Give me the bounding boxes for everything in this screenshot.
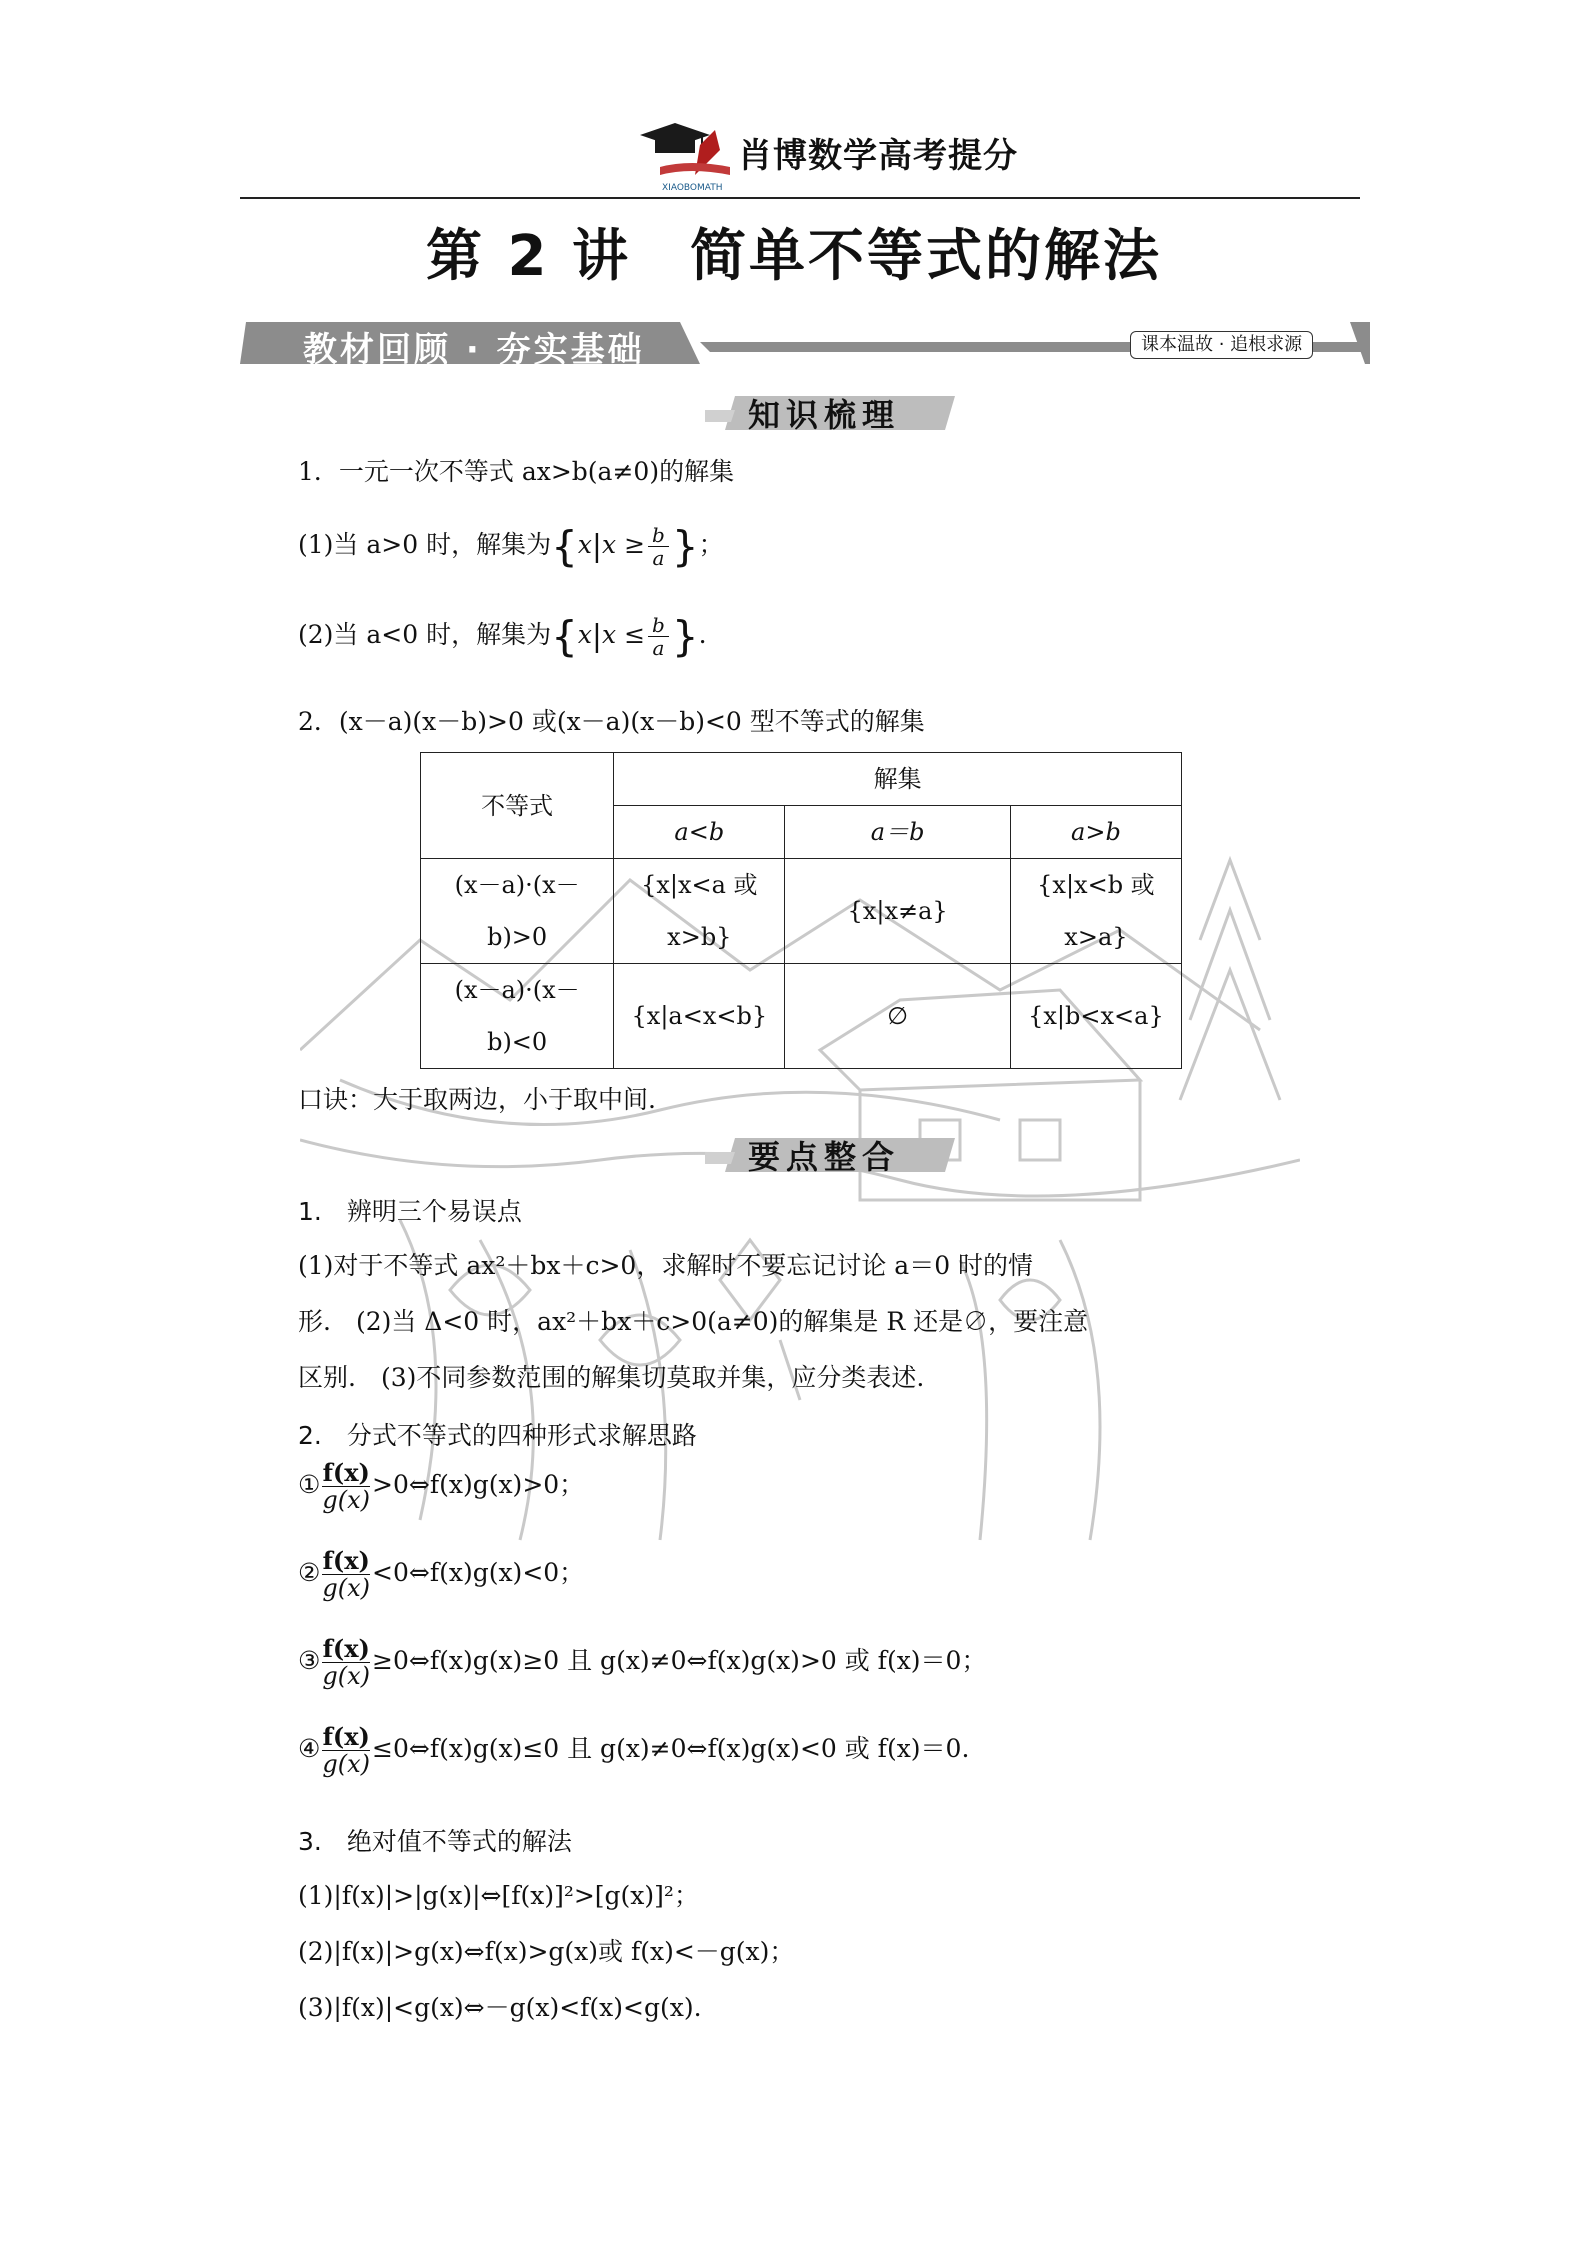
section-band-tag: 课本温故 · 追根求源 — [1130, 331, 1313, 359]
case-2-relation: x ≤ — [602, 620, 646, 649]
table-cell: ∅ — [785, 964, 1010, 1069]
table-case-header: a>b — [1010, 806, 1181, 859]
cell-line: x>a} — [1064, 923, 1128, 951]
form-text: ≥0⇔f(x)g(x)≥0 且 g(x)≠0⇔f(x)g(x)>0 或 f(x)＝0； — [372, 1646, 987, 1675]
right-brace: } — [671, 522, 699, 571]
case-2-fraction — [648, 614, 669, 659]
case-1-prefix: (1)当 a>0 时，解集为 — [298, 530, 552, 559]
knowledge-item-2-title: 2．(x－a)(x－b)>0 或(x－a)(x－b)<0 型不等式的解集 — [298, 707, 925, 736]
table-cell: {x|b<x<a} — [1010, 964, 1181, 1069]
fraction-form-4 — [298, 1724, 969, 1777]
cell-line: {x|x<b 或 — [1037, 871, 1155, 899]
case-1-fraction — [648, 524, 669, 569]
table-cell — [1010, 859, 1181, 964]
fraction-denominator: g(x) — [322, 1486, 371, 1514]
case-2-end: . — [698, 620, 707, 649]
form-marker: ④ — [298, 1734, 321, 1763]
set-bar: | — [591, 619, 603, 654]
table-cell: {x|x≠a} — [785, 859, 1010, 964]
keypoint-1-line-1: (1)对于不等式 ax²＋bx＋c>0，求解时不要忘记讨论 a＝0 时的情 — [298, 1251, 1034, 1280]
keypoint-3-title: 3. 绝对值不等式的解法 — [298, 1827, 572, 1856]
table-case-header: a＝b — [785, 806, 1010, 859]
knowledge-item-1-title: 1．一元一次不等式 ax>b(a≠0)的解集 — [298, 457, 735, 486]
logo-text: 肖博数学高考提分 — [738, 136, 1018, 176]
fraction — [322, 1636, 370, 1689]
fraction — [322, 1460, 370, 1513]
abs-rule-3: (3)|f(x)|<g(x)⇔－g(x)<f(x)<g(x). — [298, 1993, 702, 2022]
fraction — [322, 1724, 370, 1777]
abs-rule-1: (1)|f(x)|>|g(x)|⇔[f(x)]²>[g(x)]²； — [298, 1881, 699, 1910]
knowledge-item-1-case-2 — [298, 612, 707, 661]
cell-line: x>b} — [667, 923, 732, 951]
case-1-end: ； — [698, 530, 724, 559]
right-brace: } — [671, 612, 699, 661]
fraction-form-1 — [298, 1460, 584, 1513]
left-brace: { — [551, 522, 578, 571]
cell-line: (x－a)·(x－ — [454, 871, 580, 899]
form-marker: ① — [298, 1470, 321, 1499]
set-bar: | — [591, 529, 603, 564]
fraction-denominator: g(x) — [322, 1574, 371, 1602]
left-brace: { — [551, 612, 578, 661]
case-2-prefix: (2)当 a<0 时，解集为 — [298, 620, 552, 649]
fraction-numerator: f(x) — [322, 1634, 370, 1663]
table-cell: {x|a<x<b} — [614, 964, 785, 1069]
case-2-numerator: b — [648, 614, 669, 637]
header-rule — [240, 197, 1360, 199]
fraction-form-2 — [298, 1548, 584, 1601]
logo-small-text: XIAOBOMATH — [662, 183, 723, 193]
table-case-header: a<b — [614, 806, 785, 859]
mnemonic: 口诀：大于取两边，小于取中间. — [298, 1085, 656, 1114]
subheading-knowledge: 知识梳理 — [748, 396, 901, 434]
form-marker: ② — [298, 1558, 321, 1587]
form-text: ≤0⇔f(x)g(x)≤0 且 g(x)≠0⇔f(x)g(x)<0 或 f(x)＝0. — [372, 1734, 970, 1763]
case-1-var: x — [577, 530, 592, 559]
section-band-title: 教材回顾 · 夯实基础 — [303, 330, 645, 370]
fraction-form-3 — [298, 1636, 986, 1689]
fraction-denominator: g(x) — [322, 1662, 371, 1690]
keypoint-1-title: 1. 辨明三个易误点 — [298, 1197, 522, 1226]
table-row — [421, 859, 1182, 964]
fraction-numerator: f(x) — [322, 1546, 370, 1575]
keypoint-1-line-3: 区别. (3)不同参数范围的解集切莫取并集，应分类表述. — [298, 1363, 925, 1392]
table-cell-inequality — [421, 859, 614, 964]
cell-line: (x－a)·(x－ — [454, 976, 580, 1004]
table-cell-inequality — [421, 964, 614, 1069]
cell-line: b)<0 — [487, 1028, 548, 1056]
form-marker: ③ — [298, 1646, 321, 1675]
fraction — [322, 1548, 370, 1601]
subheading-keypoints: 要点整合 — [748, 1138, 901, 1176]
abs-rule-2: (2)|f(x)|>g(x)⇔f(x)>g(x)或 f(x)<－g(x)； — [298, 1937, 795, 1966]
keypoint-1-line-2: 形. (2)当 Δ<0 时，ax²＋bx＋c>0(a≠0)的解集是 R 还是∅，要注意 — [298, 1307, 1089, 1336]
case-2-denominator: a — [652, 636, 665, 660]
table-row — [421, 753, 1182, 806]
case-1-numerator: b — [648, 524, 669, 547]
cell-line: b)>0 — [487, 923, 548, 951]
case-2-var: x — [577, 620, 592, 649]
table-header-solution-set: 解集 — [614, 753, 1182, 806]
form-text: <0⇔f(x)g(x)<0； — [372, 1558, 585, 1587]
case-1-relation: x ≥ — [602, 530, 646, 559]
knowledge-item-1-case-1 — [298, 522, 724, 571]
solution-set-table — [420, 752, 1182, 1069]
fraction-numerator: f(x) — [322, 1722, 370, 1751]
keypoint-2-title: 2. 分式不等式的四种形式求解思路 — [298, 1421, 697, 1450]
cell-line: {x|x<a 或 — [641, 871, 758, 899]
fraction-numerator: f(x) — [322, 1458, 370, 1487]
table-cell — [614, 859, 785, 964]
page-title: 第 2 讲 简单不等式的解法 — [426, 224, 1162, 289]
table-row — [421, 964, 1182, 1069]
form-text: >0⇔f(x)g(x)>0； — [372, 1470, 585, 1499]
table-header-inequality: 不等式 — [421, 753, 614, 859]
fraction-denominator: g(x) — [322, 1750, 371, 1778]
case-1-denominator: a — [652, 546, 665, 570]
